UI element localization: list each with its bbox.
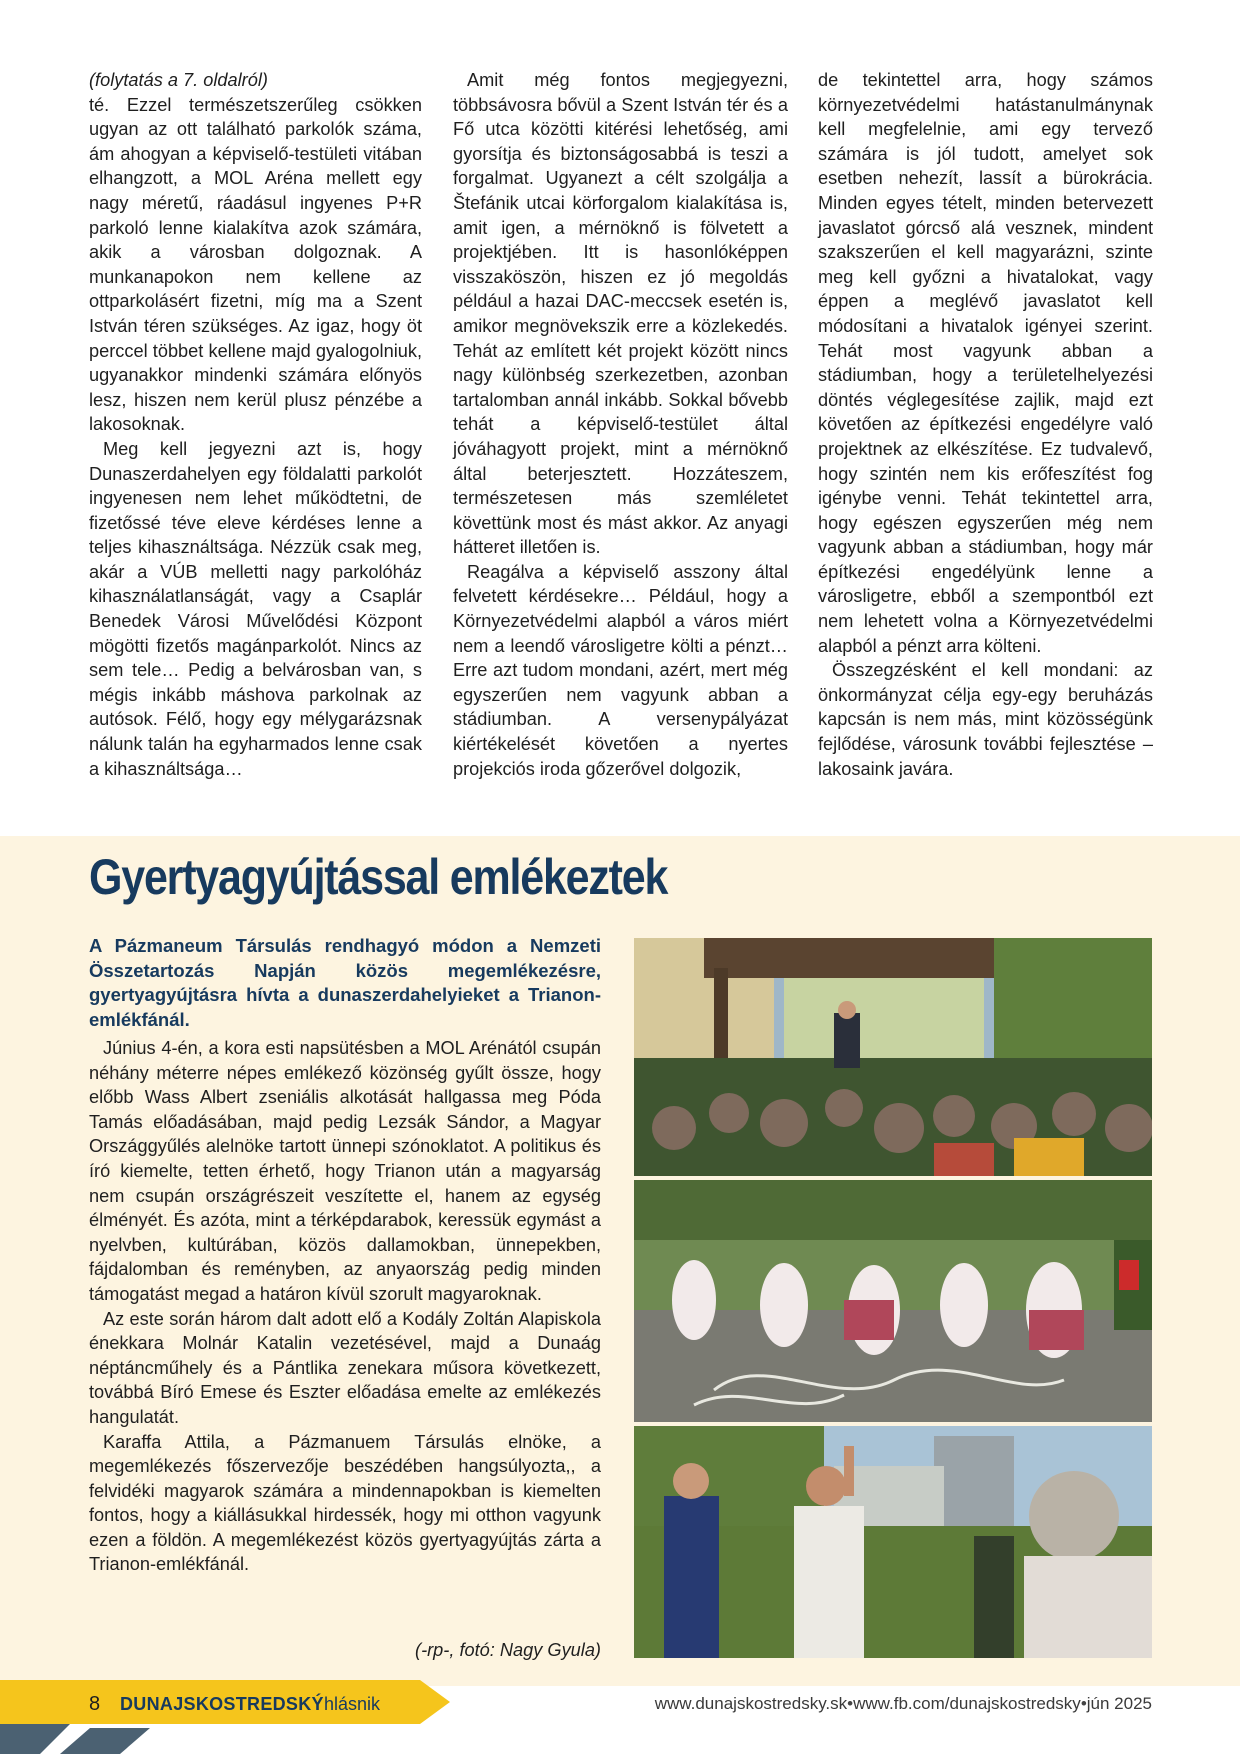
photo-speech-crowd <box>634 1426 1152 1658</box>
article-body <box>89 1036 601 1577</box>
page-footer <box>0 1680 1240 1754</box>
brand-subtitle: hlásnik <box>324 1694 381 1714</box>
paragraph: Amit még fontos megjegyezni, többsávosra bővül a Szent István tér és a Fő utca közötti kitérési lehetőség, ami gyorsítja és biztonságosabbá is teszi a forgalmat. Ugyanezt a célt szolgálja a Štefánik utcai körforgalom kialakítása is, amit igen, a mérnöknő is fölvetett a projektjében. Itt is hasonlóképpen visszaköszön, hiszen ez jó megoldás például a hazai DAC-meccsek esetén is, amikor megnövekszik erre a közlekedés. Tehát az említett két projekt között nincs nagy különbség szerkezetben, azonban tartalomban annál inkább. Sokkal bővebb tehát a képviselő-testület által jóváhagyott projekt, mint a mérnöknő által beterjesztett. Hozzáteszem, természetesen más szemléletet követtünk most és mást akkor. Az anyagi hátteret illetően is. <box>453 70 788 558</box>
article-column-2 <box>453 68 788 781</box>
photo-speaker-audience <box>634 938 1152 1176</box>
brand-logo: DUNAJSKOSTREDSKÝ <box>120 1694 324 1714</box>
photo-credit: (-rp-, fotó: Nagy Gyula) <box>415 1640 601 1660</box>
article-column-3 <box>818 68 1153 781</box>
page-number: 8 <box>89 1693 101 1715</box>
facebook-link[interactable]: www.fb.com/dunajskostredsky <box>853 1694 1081 1713</box>
continuation-note: (folytatás a 7. oldalról) <box>89 70 268 90</box>
paragraph: Meg kell jegyezni azt is, hogy Dunaszerdahelyen egy földalatti parkolót ingyenesen nem lehet működtetni, de fizetőssé téve eleve kérdéses lenne a teljes kihasználtsága. Nézzük csak meg, akár a VÚB melletti nagy parkolóház kihasználatlanságát, vagy a Csaplár Benedek Városi Művelődési Központ mögötti fizetős magánparkolót. Nincs az sem tele… Pedig a belvárosban van, s mégis inkább máshova parkolnak az autósok. Félő, hogy egy mélygarázsnak nálunk talán ha egyharmados lenne csak a kihasználtsága… <box>89 438 422 779</box>
issue-date: jún 2025 <box>1086 1694 1152 1713</box>
footer-links <box>655 1694 1152 1714</box>
paragraph: de tekintettel arra, hogy számos környezetvédelmi hatástanulmánynak kell megfelelnie, ami egy tervező számára is jól tudott, amelyet sok esetben nehezít, lassít a bürokrácia. Minden egyes tételt, minden betervezett javaslatot górcső alá vesznek, mindent szakszerűen el kell magyarázni, szinte meg kell győzni a hivatalokat, vagy éppen a meglévő javaslatot kell módosítani a hivatalok igényei szerint. Tehát most vagyunk abban a stádiumban, hogy a területelhelyezési döntés véglegesítése zajlik, majd ezt követően az építkezési engedélyre való projektnek az elkészítése. Ez tudvalevő, hogy szintén nem kis erőfeszítést fog igénybe venni. Tehát tekintettel arra, hogy egészen egyszerűen még nem vagyunk abban a stádiumban, hogy már építkezési engedélyünk lenne a városligetre, ebből a szempontból ezt nem lehetett volna a Környezetvédelmi alapból a pénzt arra költeni. <box>818 70 1153 656</box>
paragraph: Reagálva a képviselő asszony által felvetett kérdésekre… Például, hogy a Környezetvédelmi alapból a város miért nem a leendő városligetre költi a pénzt… Erre azt tudom mondani, azért, mert még egyszerűen nem vagyunk abban a stádiumban. A versenypályázat kiértékelését követően a nyertes projekciós iroda gőzerővel dolgozik, <box>453 561 788 779</box>
paragraph: té. Ezzel természetszerűleg csökken ugyan az ott található parkolók száma, ám ahogyan a képviselő-testületi vitában elhangzott, a MOL Aréna mellett egy nagy méretű, ráadásul ingyenes P+R parkoló lenne kialakítva azok számára, akik a városban dolgoznak. A munkanapokon nem kellene az ottparkolásért fizetni, míg ma a Szent István téren szükséges. Az igaz, hogy öt perccel többet kellene majd gyalogolniuk, ugyanakkor mindenki számára előnyös lesz, hiszen nem kerül plusz pénzébe a lakosoknak. <box>89 94 422 435</box>
separator-dot: • <box>847 1694 854 1713</box>
paragraph: Összegzésként el kell mondani: az önkormányzat célja egy-egy beruházás kapcsán is nem más, mint közösségünk fejlődése, városunk további fejlesztése – lakosaink javára. <box>818 660 1153 779</box>
paragraph: Karaffa Attila, a Pázmanuem Társulás elnöke, a megemlékezés főszervezője beszédében hangsúlyozta,, a felvidéki magyarok számára a mindennapokban is kiemelten fontos, hogy a kiállásukkal hirdessék, hogy mi otthon vagyunk ezen a földön. A megemlékezést közös gyertyagyújtás zárta a Trianon-emlékfánál. <box>89 1431 601 1575</box>
separator-dot: • <box>1080 1694 1087 1713</box>
article-headline: Gyertyagyújtással emlékeztek <box>89 849 668 905</box>
article-lead: A Pázmaneum Társulás rendhagyó módon a Nemzeti Összetartozás Napján közös megemlékezésre, gyertyagyújtásra hívta a dunaszerdahelyieket a Trianon-emlékfánál. <box>89 935 601 1030</box>
website-link[interactable]: www.dunajskostredsky.sk <box>654 1694 848 1713</box>
photo-folk-dancers <box>634 1180 1152 1422</box>
paragraph: Az este során három dalt adott elő a Kodály Zoltán Alapiskola énekkara Molnár Katalin vezetésével, majd a Dunaág néptáncműhely és a Pántlika zenekara műsora következett, továbbá Bíró Emese és Eszter előadása emelte az emlékezés hangulatát. <box>89 1308 601 1427</box>
article-column-1 <box>89 68 422 781</box>
paragraph: Június 4-én, a kora esti napsütésben a MOL Arénától csupán néhány méterre népes emlékező közönség gyűlt össze, hogy előbb Wass Albert zseniális alkotását hallgassa meg Póda Tamás előadásában, majd pedig Lezsák Sándor, a Magyar Országgyűlés alelnöke tartott ünnepi szónoklatot. A politikus és író kiemelte, tetten érhető, hogy Trianon után a magyarság nem csupán országrészeit veszítette el, hanem az egység élményét. És azóta, mint a térképdarabok, keressük egymást a nyelvben, kultúrában, közös dallamokban, ünnepekben, fájdalomban és reményben, az anyaország pedig minden támogatást megad a határon kívül szorult magyaroknak. <box>89 1038 601 1304</box>
